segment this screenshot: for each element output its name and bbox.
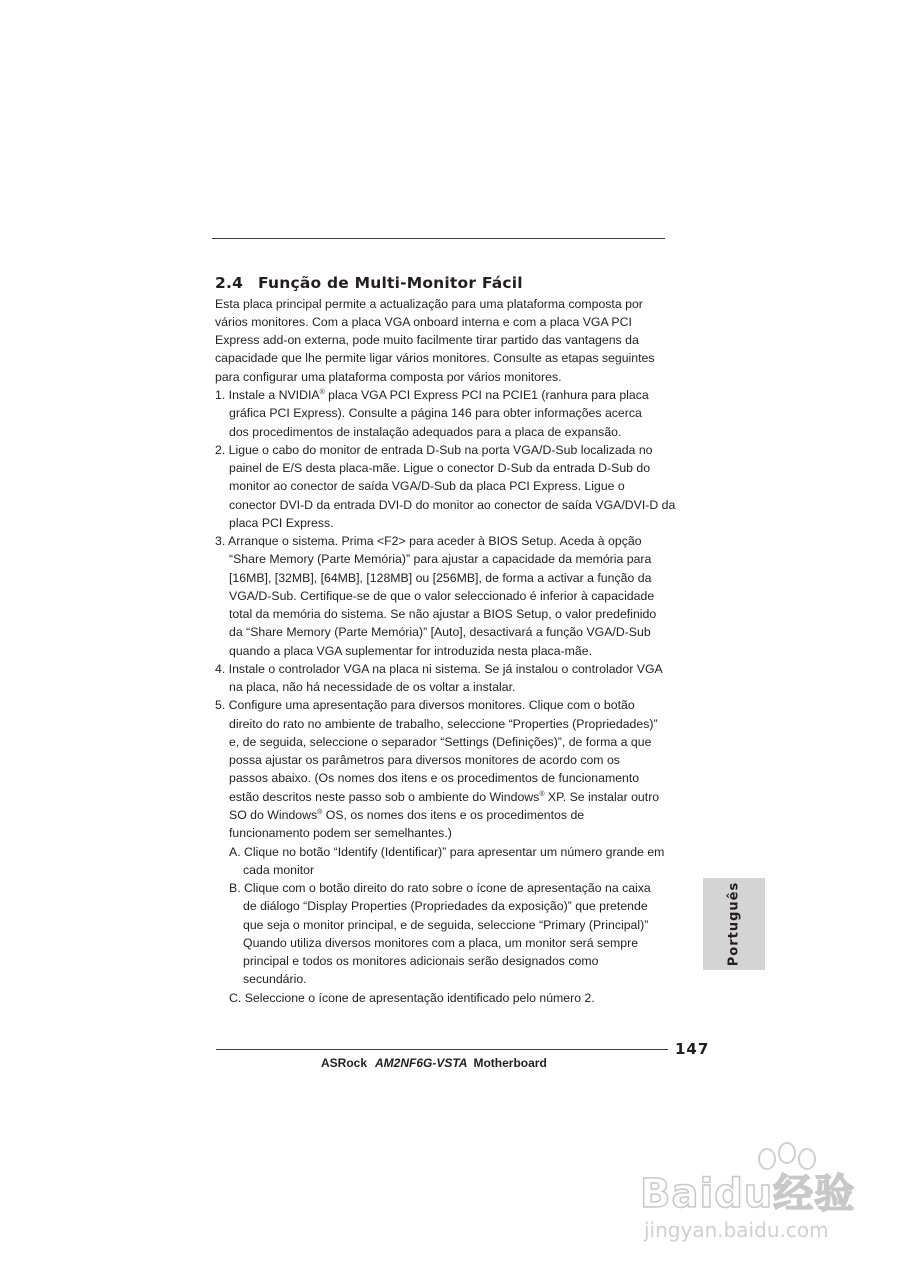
text-line: possa ajustar os parâmetros para diversos monitores de acordo com os [229, 753, 620, 767]
text-line: 3. Arranque o sistema. Prima <F2> para aceder à BIOS Setup. Aceda à opção [215, 534, 642, 548]
registered-mark: ® [319, 388, 325, 396]
text-line: conector DVI-D da entrada DVI-D do monitor ao conector de saída VGA/DVI-D da [229, 498, 676, 512]
text-line: total da memória do sistema. Se não ajustar a BIOS Setup, o valor predefinido [229, 607, 657, 621]
text-line: vários monitores. Com a placa VGA onboard interna e com a placa VGA PCI [215, 315, 632, 329]
registered-mark: ® [539, 790, 545, 798]
footer [321, 1056, 547, 1070]
text-line: painel de E/S desta placa-mãe. Ligue o conector D-Sub da entrada D-Sub do [229, 461, 651, 475]
language-side-tab [703, 878, 765, 970]
text-line: e, de seguida, seleccione o separador “Settings (Definições)”, de forma a que [229, 735, 652, 749]
watermark-logo: Baidu经验 [640, 1171, 856, 1217]
side-tab-label: Português [726, 881, 742, 967]
text-line: direito do rato no ambiente de trabalho, seleccione “Properties (Propriedades)” [229, 717, 658, 731]
paw-icon [778, 1142, 796, 1164]
top-rule [212, 238, 665, 239]
registered-mark: ® [317, 808, 323, 816]
text-line: estão descritos neste passo sob o ambiente do Windows® XP. Se instalar outro [229, 790, 660, 804]
text-line: para configurar uma plataforma composta por vários monitores. [215, 370, 562, 384]
text-line: C. Seleccione o ícone de apresentação identificado pelo número 2. [229, 991, 595, 1005]
text-line: Express add-on externa, pode muito facilmente tirar partido das vantagens da [215, 333, 639, 347]
watermark-url: jingyan.baidu.com [644, 1218, 829, 1242]
text-line: dos procedimentos de instalação adequados para a placa de expansão. [229, 425, 622, 439]
text-line: que seja o monitor principal, e de seguida, seleccione “Primary (Principal)” [243, 918, 649, 932]
text-line: passos abaixo. (Os nomes dos itens e os procedimentos de funcionamento [229, 771, 640, 785]
text-line: placa PCI Express. [229, 516, 334, 530]
text-line: 1. Instale a NVIDIA® placa VGA PCI Express PCI na PCIE1 (ranhura para placa [215, 388, 649, 402]
text-line: quando a placa VGA suplementar for introduzida nesta placa-mãe. [229, 644, 592, 658]
text-line: VGA/D-Sub. Certifique-se de que o valor seleccionado é inferior à capacidade [229, 589, 655, 603]
footer-brand: ASRock [321, 1056, 368, 1070]
text-line: de diálogo “Display Properties (Propriedades da exposição)” que pretende [243, 899, 648, 913]
text-line: monitor ao conector de saída VGA/D-Sub da placa PCI Express. Ligue o [229, 479, 625, 493]
section-number: 2.4 [215, 274, 244, 292]
section-title: Função de Multi-Monitor Fácil [258, 274, 523, 292]
footer-model: AM2NF6G-VSTA [375, 1056, 468, 1070]
text-line: na placa, não há necessidade de os voltar a instalar. [229, 680, 516, 694]
text-line: principal e todos os monitores adicionais serão designados como [243, 954, 599, 968]
text-line: [16MB], [32MB], [64MB], [128MB] ou [256MB], de forma a activar a função da [229, 571, 652, 585]
baidu-watermark [640, 1140, 860, 1250]
text-line: 2. Ligue o cabo do monitor de entrada D-Sub na porta VGA/D-Sub localizada no [215, 443, 653, 457]
bottom-rule [216, 1049, 668, 1050]
text-line: funcionamento podem ser semelhantes.) [229, 826, 452, 840]
text-line: SO do Windows® OS, os nomes dos itens e os procedimentos de [229, 808, 585, 822]
text-line: Esta placa principal permite a actualização para uma plataforma composta por [215, 297, 643, 311]
text-line: B. Clique com o botão direito do rato sobre o ícone de apresentação na caixa [229, 881, 651, 895]
section-heading [215, 274, 523, 292]
text-line: da “Share Memory (Parte Memória)” [Auto], desactivará a função VGA/D-Sub [229, 625, 651, 639]
text-line: cada monitor [243, 863, 315, 877]
text-line: gráfica PCI Express). Consulte a página 146 para obter informações acerca [229, 406, 642, 420]
page-number: 147 [675, 1040, 710, 1058]
text-line: 5. Configure uma apresentação para diversos monitores. Clique com o botão [215, 698, 635, 712]
text-line: “Share Memory (Parte Memória)” para ajustar a capacidade da memória para [229, 552, 652, 566]
text-line: secundário. [243, 972, 307, 986]
text-line: Quando utiliza diversos monitores com a placa, um monitor será sempre [243, 936, 639, 950]
text-line: A. Clique no botão “Identify (Identificar)” para apresentar um número grande em [229, 845, 665, 859]
footer-product: Motherboard [473, 1056, 547, 1070]
text-line: capacidade que lhe permite ligar vários monitores. Consulte as etapas seguintes [215, 351, 655, 365]
text-line: 4. Instale o controlador VGA na placa ni sistema. Se já instalou o controlador VGA [215, 662, 663, 676]
